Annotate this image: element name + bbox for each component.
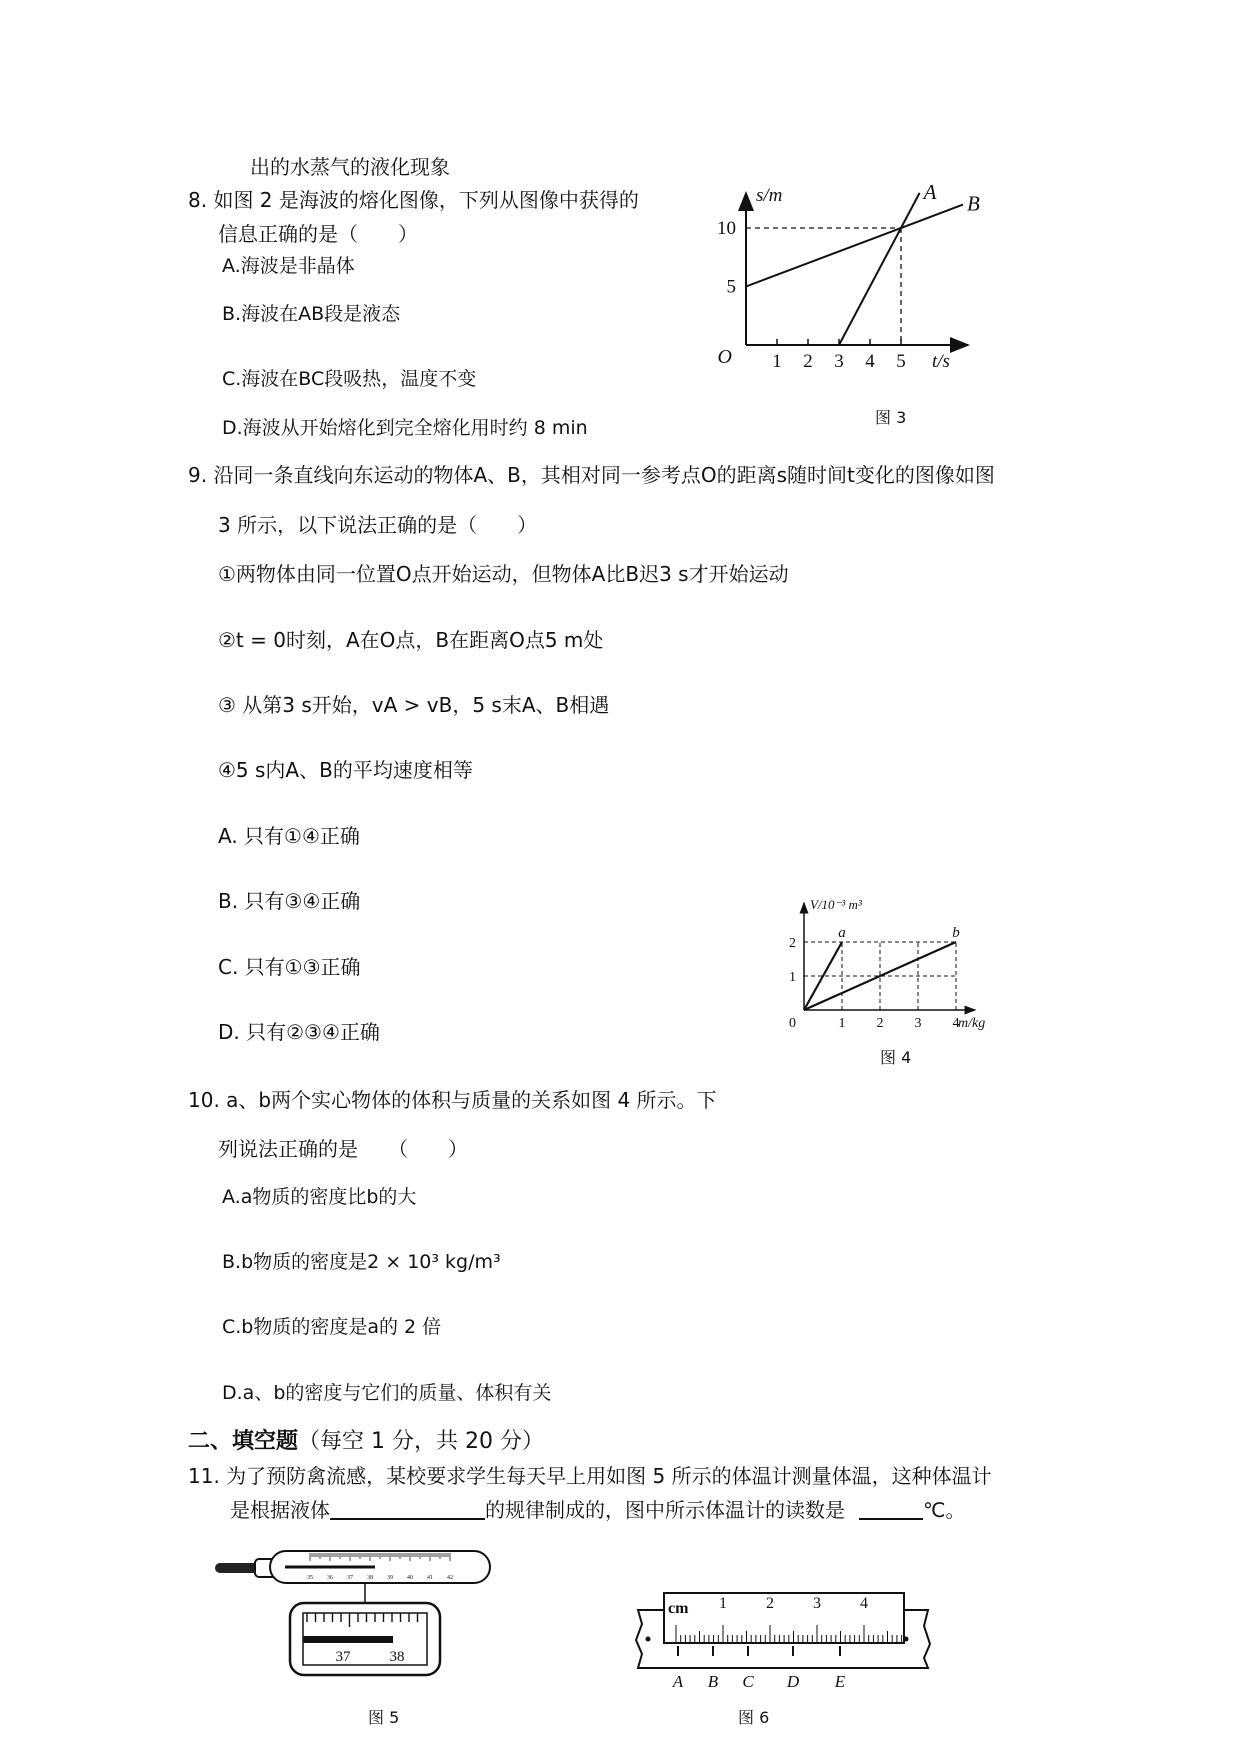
q9-statement-4: ④5 s内A、B的平均速度相等 (218, 758, 473, 782)
fig4-y-axis-label: V/10⁻³ m³ (810, 897, 862, 912)
fig3-x-tick-label: 5 (896, 351, 906, 372)
q9-statement-1: ①两物体由同一位置O点开始运动，但物体A比B迟3 s才开始运动 (218, 562, 789, 586)
fig3-x-tick-label: 3 (834, 351, 844, 372)
fig3-series-label-A: A (923, 179, 937, 204)
q7-tail-text: 出的水蒸气的液化现象 (250, 155, 450, 179)
fig4-series-line-a (804, 942, 842, 1010)
thermometer-scale-label: 37 (347, 1575, 353, 1581)
fig4-x-tick-label: 3 (914, 1016, 922, 1031)
thermometer-scale-label: 40 (407, 1575, 413, 1581)
q8-option-d: D.海波从开始熔化到完全熔化用时约 8 min (222, 417, 588, 439)
fig3-y-tick-label: 5 (726, 276, 736, 298)
fig3-x-axis-label: t/s (932, 351, 950, 372)
q11-line2-part-b: 的规律制成的，图中所示体温计的读数是 (485, 1498, 845, 1522)
section-2-note: （每空 1 分，共 20 分） (298, 1429, 544, 1454)
q11-line1: 11. 为了预防禽流感，某校要求学生每天早上用如图 5 所示的体温计测量体温，这种体温计 (188, 1464, 992, 1488)
zoom-scale-label: 38 (389, 1649, 405, 1665)
q8-stem-line2: 信息正确的是（ ） (218, 222, 418, 246)
zoom-mercury (303, 1636, 393, 1643)
tape-point-label: A (672, 1672, 684, 1691)
tape-point-label: E (834, 1672, 846, 1691)
q9-option-b: B. 只有③④正确 (218, 889, 361, 913)
ruler-unit-label: cm (668, 1600, 689, 1617)
fig4-x-tick-label: 4 (952, 1016, 960, 1031)
figure-6-caption: 图 6 (738, 1708, 770, 1727)
q9-option-c: C. 只有①③正确 (218, 955, 361, 979)
q8-option-a: A.海波是非晶体 (222, 255, 355, 277)
fig3-x-tick-label: 4 (865, 351, 875, 372)
figure-5-caption: 图 5 (368, 1708, 400, 1727)
figure-6-ruler (628, 1588, 938, 1698)
q11-line2-part-c: ℃。 (923, 1498, 966, 1522)
fig3-x-tick-label: 1 (772, 351, 782, 372)
fig4-y-tick-label: 1 (789, 970, 796, 985)
q9-stem-line2: 3 所示，以下说法正确的是（ ） (218, 513, 538, 537)
q10-option-c: C.b物质的密度是a的 2 倍 (222, 1316, 442, 1338)
q11-line2-part-a: 是根据液体 (230, 1498, 330, 1522)
q9-option-a: A. 只有①④正确 (218, 824, 360, 848)
q11-line2 (230, 1500, 965, 1520)
figure-5-thermometer (215, 1545, 515, 1685)
zoom-scale-label: 37 (335, 1649, 351, 1665)
fig4-x-tick-label: 1 (838, 1016, 846, 1031)
q8-option-b: B.海波在AB段是液态 (222, 303, 401, 325)
q9-statement-3: ③ 从第3 s开始，vA > vB，5 s末A、B相遇 (218, 693, 610, 717)
fig4-origin-label: 0 (789, 1016, 796, 1031)
fig4-series-label-b: b (952, 925, 960, 941)
thermometer-scale-label: 35 (307, 1575, 313, 1581)
q8-stem-line1: 8. 如图 2 是海波的熔化图像，下列从图像中获得的 (188, 188, 639, 212)
q10-option-d: D.a、b的密度与它们的质量、体积有关 (222, 1382, 552, 1404)
fig3-y-tick-label: 10 (717, 218, 736, 239)
section-2-heading (188, 1431, 544, 1453)
q10-stem-line1: 10. a、b两个实心物体的体积与质量的关系如图 4 所示。下 (188, 1088, 717, 1112)
q10-stem-line2: 列说法正确的是 （ ） (218, 1137, 468, 1161)
thermometer-scale-label: 38 (367, 1575, 373, 1581)
ruler-scale-label: 1 (719, 1595, 727, 1612)
q9-option-d: D. 只有②③④正确 (218, 1020, 380, 1044)
fig3-series-line-A (839, 193, 920, 345)
fig3-y-axis-label: s/m (756, 185, 783, 206)
fig3-x-tick-label: 2 (803, 351, 813, 372)
thermometer-scale-label: 42 (447, 1575, 453, 1581)
q9-statement-2: ②t = 0时刻，A在O点，B在距离O点5 m处 (218, 628, 604, 652)
figure-4-chart (780, 895, 1010, 1035)
ruler-scale-label: 3 (813, 1595, 821, 1612)
q11-blank-1[interactable] (330, 1500, 485, 1520)
q8-option-c: C.海波在BC段吸热，温度不变 (222, 368, 477, 390)
figure-3-chart (700, 179, 1000, 395)
thermometer-scale-label: 36 (327, 1575, 333, 1581)
tape-point-label: D (786, 1672, 800, 1691)
q10-option-b: B.b物质的密度是2 × 10³ kg/m³ (222, 1251, 501, 1273)
q11-blank-2[interactable] (859, 1500, 923, 1520)
fig3-series-line-B (746, 205, 963, 287)
figure-4-caption: 图 4 (880, 1048, 912, 1067)
fig4-series-label-a: a (838, 925, 846, 941)
fig3-origin-label: O (717, 346, 732, 368)
fig4-y-tick-label: 2 (789, 936, 796, 951)
q10-option-a: A.a物质的密度比b的大 (222, 1186, 417, 1208)
thermometer-scale-label: 41 (427, 1575, 433, 1581)
fig4-x-axis-label: m/kg (958, 1016, 986, 1031)
tape-point-label: C (742, 1672, 754, 1691)
section-2-title: 二、填空题 (188, 1429, 299, 1454)
ruler-scale-label: 2 (766, 1595, 774, 1612)
fig3-series-label-B: B (967, 191, 980, 216)
fig4-x-tick-label: 2 (876, 1016, 884, 1031)
q9-stem-line1: 9. 沿同一条直线向东运动的物体A、B，其相对同一参考点O的距离s随时间t变化的图像如图 (188, 463, 995, 487)
figure-3-caption: 图 3 (875, 408, 907, 427)
ruler-scale-label: 4 (860, 1595, 868, 1612)
thermometer-scale-label: 39 (387, 1575, 393, 1581)
tape-point-label: B (707, 1672, 719, 1691)
